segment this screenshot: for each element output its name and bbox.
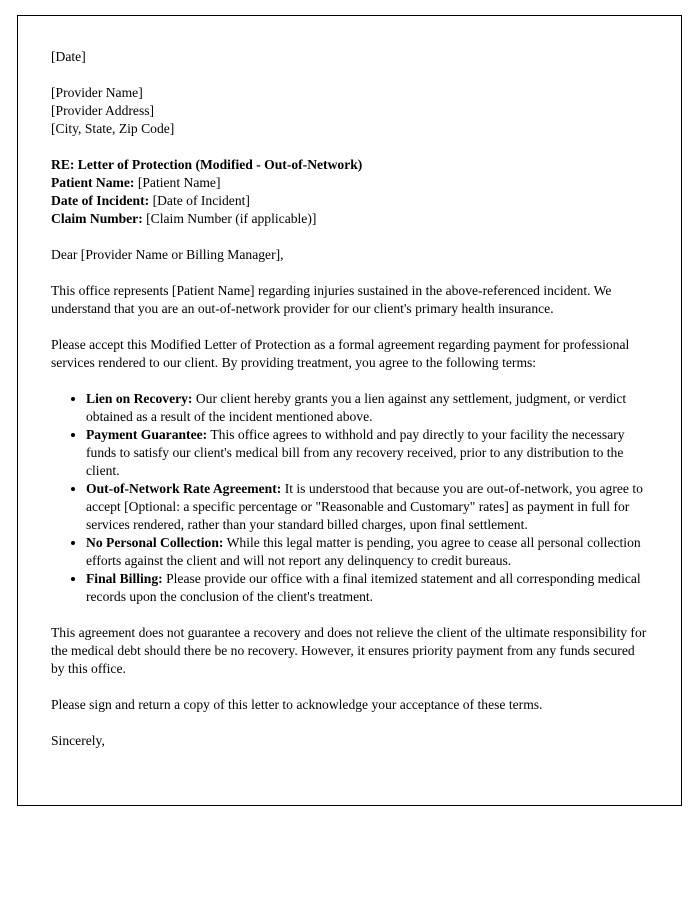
letter-page [17,15,682,806]
term-lien-text: Our client hereby grants you a lien against any settlement, judgment, or verdict obtained as a result of the incident mentioned above. [86,391,627,424]
date-of-incident-line [51,192,648,210]
term-out-of-network-rate [86,480,648,534]
term-collection-label: No Personal Collection: [86,535,224,550]
paragraph-disclaimer: This agreement does not guarantee a recovery and does not relieve the client of the ultimate responsibility for the medical debt should there be no recovery. However, it ensures priority payment from any funds secured by this office. [51,625,647,676]
provider-name-line: [Provider Name] [51,85,143,100]
term-billing-label: Final Billing: [86,571,163,586]
signoff: Sincerely, [51,733,105,748]
claim-number-line [51,210,648,228]
subject-block [51,156,648,228]
term-rate-label: Out-of-Network Rate Agreement: [86,481,282,496]
terms-list [51,390,648,606]
term-rate-text: It is understood that because you are out-of-network, you agree to accept [Optional: a specific percentage or "Reasonable and Customary" rates] as payment in full for services rendered, rather than your standard billed charges, upon final settlement. [86,481,643,532]
term-payment-label: Payment Guarantee: [86,427,208,442]
patient-name-value: [Patient Name] [134,175,221,190]
provider-city-state-zip-line: [City, State, Zip Code] [51,121,175,136]
patient-name-label: Patient Name: [51,175,135,190]
term-billing-text: Please provide our office with a final itemized statement and all corresponding medical records upon the conclusion of the client's treatment. [86,571,641,604]
claim-number-value: [Claim Number (if applicable)] [142,211,317,226]
salutation: Dear [Provider Name or Billing Manager], [51,247,284,262]
date-of-incident-value: [Date of Incident] [149,193,250,208]
provider-address-block [51,84,648,138]
re-line: RE: Letter of Protection (Modified - Out-of-Network) [51,157,363,172]
provider-address-line: [Provider Address] [51,103,155,118]
patient-name-line [51,174,648,192]
term-lien-on-recovery [86,390,648,426]
term-final-billing [86,570,648,606]
term-lien-label: Lien on Recovery: [86,391,193,406]
term-payment-guarantee [86,426,648,480]
term-collection-text: While this legal matter is pending, you agree to cease all personal collection efforts against the client and will not report any delinquency to credit bureaus. [86,535,641,568]
paragraph-agreement: Please accept this Modified Letter of Protection as a formal agreement regarding payment for professional services rendered to our client. By providing treatment, you agree to the following terms: [51,337,630,370]
date-of-incident-label: Date of Incident: [51,193,150,208]
paragraph-intro: This office represents [Patient Name] regarding injuries sustained in the above-referenced incident. We understand that you are an out-of-network provider for our client's primary health insurance. [51,283,612,316]
paragraph-sign-return: Please sign and return a copy of this letter to acknowledge your acceptance of these terms. [51,697,543,712]
claim-number-label: Claim Number: [51,211,143,226]
letter-date: [Date] [51,49,86,64]
term-no-personal-collection [86,534,648,570]
term-payment-text: This office agrees to withhold and pay directly to your facility the necessary funds to satisfy our client's medical bill from any recovery received, prior to any distribution to the client. [86,427,625,478]
